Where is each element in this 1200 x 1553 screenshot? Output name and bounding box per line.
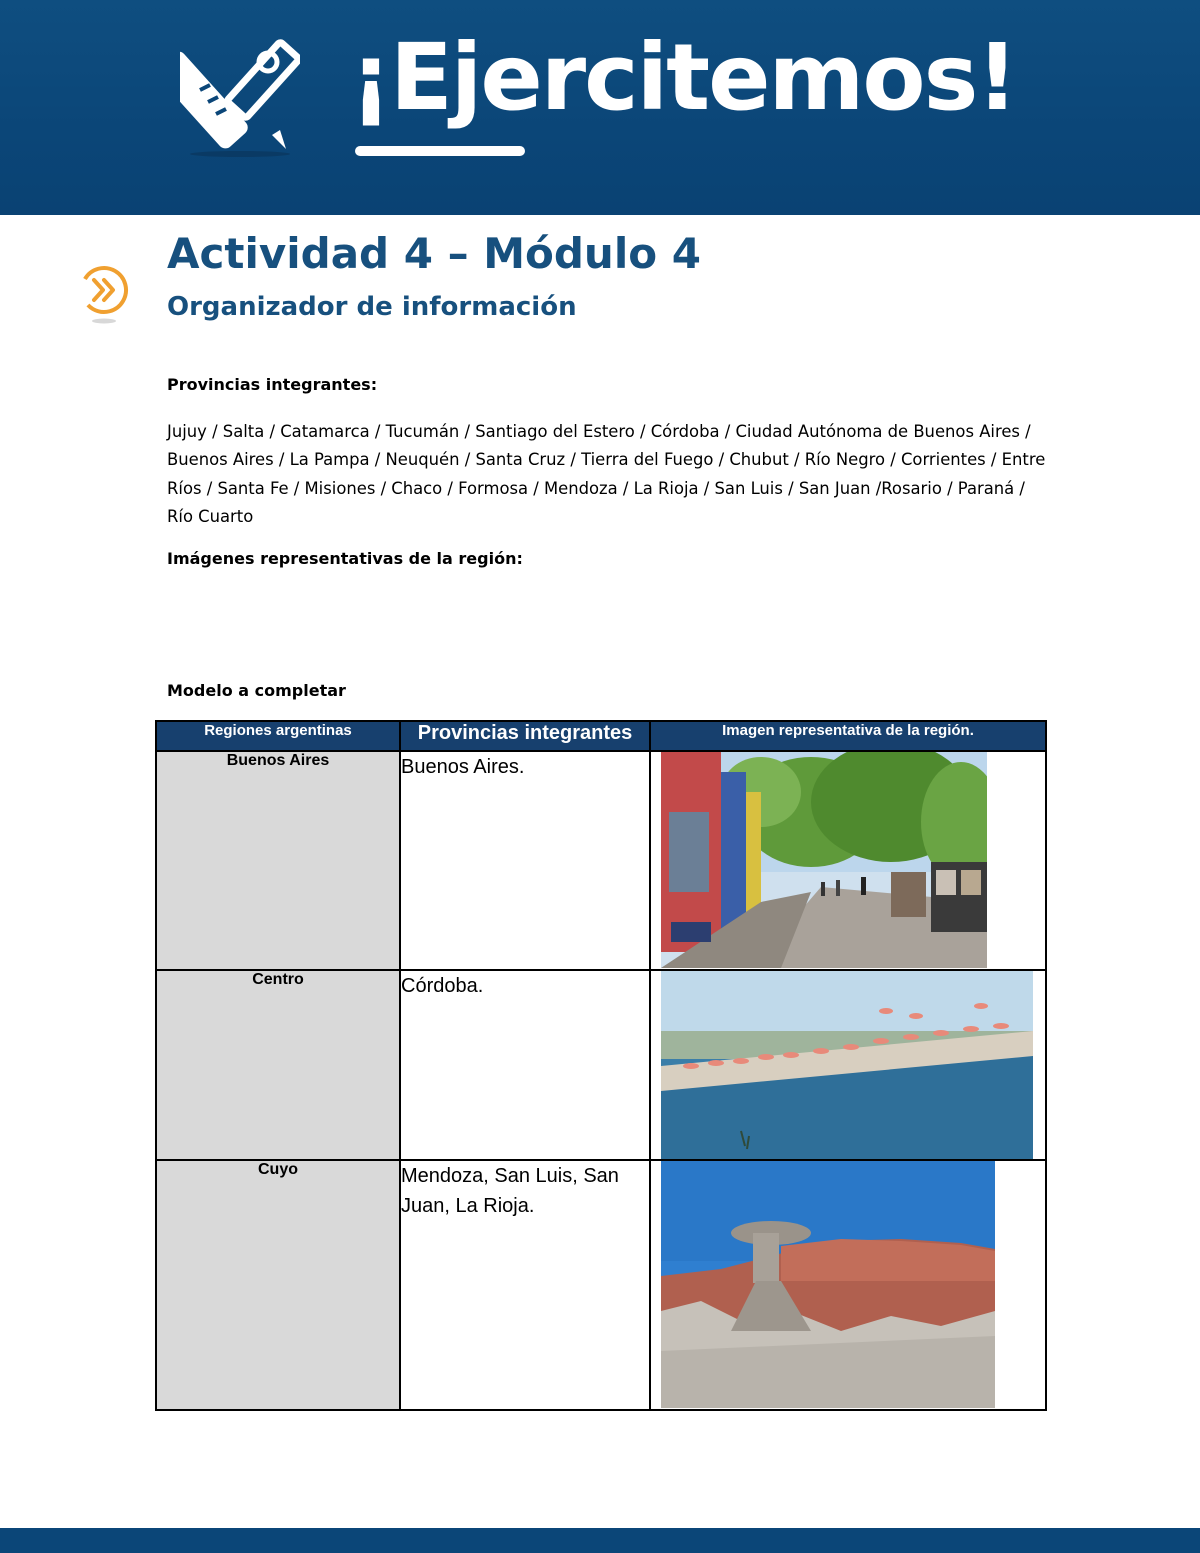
- region-cell: Centro: [156, 970, 400, 1160]
- table-row: [156, 751, 1046, 970]
- table-header-row: [156, 721, 1046, 751]
- images-label: Imágenes representativas de la región:: [167, 549, 523, 568]
- model-label: Modelo a completar: [167, 681, 346, 700]
- provinces-cell: Mendoza, San Luis, San Juan, La Rioja.: [400, 1160, 650, 1410]
- header-banner: [0, 0, 1200, 215]
- footer-bar: [0, 1528, 1200, 1553]
- table-row: [156, 1160, 1046, 1410]
- rock-formation-photo: [661, 1161, 995, 1408]
- activity-title: Actividad 4 – Módulo 4: [167, 229, 701, 278]
- region-cell: Buenos Aires: [156, 751, 400, 970]
- region-cell: Cuyo: [156, 1160, 400, 1410]
- image-cell: [650, 751, 1046, 970]
- street-photo: [661, 752, 987, 968]
- provinces-cell: Buenos Aires.: [400, 751, 650, 970]
- tools-icon: [180, 30, 300, 160]
- provinces-text: Jujuy / Salta / Catamarca / Tucumán / Santiago del Estero / Córdoba / Ciudad Autónoma de Buenos Aires / Buenos Aires / La Pampa / Neuquén / Santa Cruz / Tierra del Fuego / Chubut / Río Negro / Corrientes / Entre Ríos / Santa Fe / Misiones / Chaco / Formosa / Mendoza / La Rioja / San Luis / San Juan /Rosario / Paraná / Río Cuarto: [167, 422, 1046, 527]
- header-provinces: Provincias integrantes: [400, 721, 650, 751]
- banner-underline: [355, 146, 525, 156]
- regions-table: [155, 720, 1047, 1411]
- provinces-label: Provincias integrantes:: [167, 375, 378, 394]
- image-cell: [650, 970, 1046, 1160]
- image-cell: [650, 1160, 1046, 1410]
- double-chevron-right-icon: [76, 262, 132, 326]
- flamingos-lake-photo: [661, 971, 1033, 1159]
- activity-subtitle: Organizador de información: [167, 292, 577, 322]
- banner-title: ¡Ejercitemos!: [350, 24, 1017, 131]
- header-image: Imagen representativa de la región.: [650, 721, 1046, 751]
- header-regions: Regiones argentinas: [156, 721, 400, 751]
- provinces-cell: Córdoba.: [400, 970, 650, 1160]
- table-row: [156, 970, 1046, 1160]
